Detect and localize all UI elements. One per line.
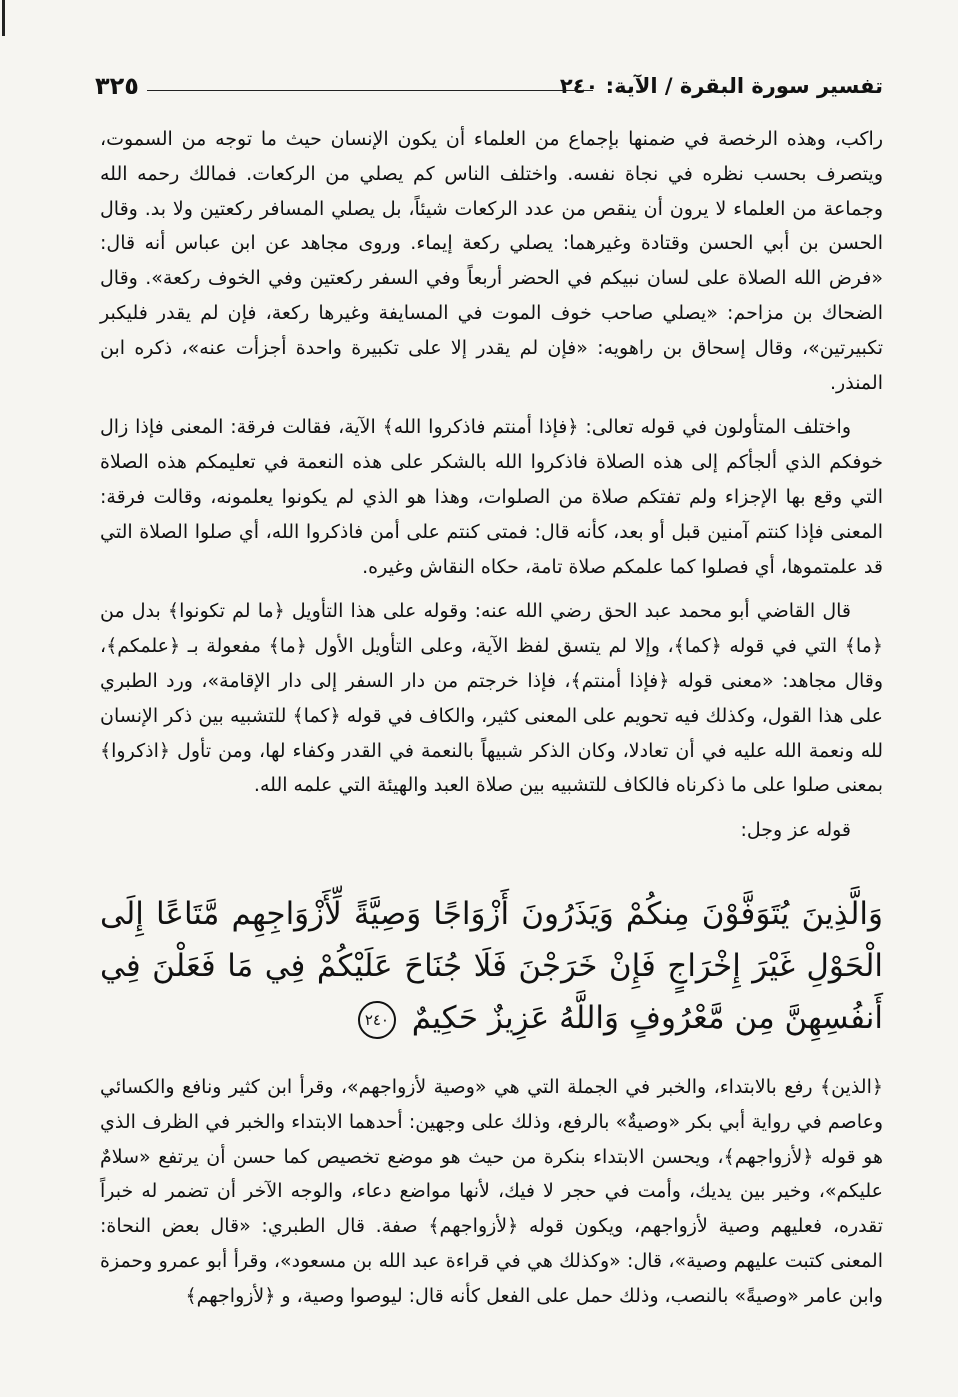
- page-number: ٣٢٥: [95, 72, 139, 100]
- verse-number-marker: ٢٤٠: [358, 1001, 396, 1039]
- verse-intro: قوله عز وجل:: [740, 819, 851, 842]
- page-edge-mark: [2, 0, 5, 36]
- verse-commentary: ﴿الذين﴾ رفع بالابتداء، والخبر في الجملة التي هي «وصية لأزواجهم»، وقرأ ابن كثير ونافع والكسائي وعاصم في رواية أبي بكر «وصيةٌ» بالرفع، وذلك على وجهين: أحدهما الابتداء والخبر في الظرف الذي هو قوله ﴿لأزواجهم﴾، ويحسن الابتداء بنكرة من حيث هو موضع تخصيص كما حسن أن يرتفع «سلامٌ عليكم»، وخير بين يديك، وأمت في حجر لا فيك، لأنها مواضع دعاء، والوجه الآخر أن تضمر له خبراً تقدره، فعليهم وصية لأزواجهم، ويكون قوله ﴿لأزواجهم﴾ صفة. قال الطبري: «قال بعض النحاة: المعنى كتبت عليهم وصية»، قال: «وكذلك هي في قراءة عبد الله بن مسعود»، وقرأ أبو عمرو وحمزة وابن عامر «وصيةً» بالنصب، وذلك حمل على الفعل كأنه قال: ليوصوا وصية، و ﴿لأزواجهم﴾: [100, 1076, 883, 1307]
- header-rule: [147, 90, 593, 91]
- paragraph-qadi-abu-muhammad: قال القاضي أبو محمد عبد الحق رضي الله عنه: وقوله على هذا التأويل ﴿ما لم تكونوا﴾ بدل من ﴿ما﴾ التي في قوله ﴿كما﴾، وإلا لم يتسق لفظ الآية، وعلى التأويل الأول ﴿ما﴾ مفعولة بـ ﴿علمكم﴾، وقال مجاهد: «معنى قوله ﴿فإذا أمنتم﴾، فإذا خرجتم من دار السفر إلى دار الإقامة»، ورد الطبري على هذا القول، وكذلك فيه تحويم على المعنى كثير، والكاف في قوله ﴿كما﴾ للتشبيه بين ذكر الإنسان لله ونعمة الله عليه في أن تعادلا، وكان الذكر شبيهاً بالنعمة في القدر وكفاء لها، ومن تأول ﴿اذكروا﴾ بمعنى صلوا على ما ذكرناه فالكاف للتشبيه بين صلاة العبد والهيئة التي علمه الله.: [100, 600, 883, 797]
- running-title: تفسير سورة البقرة / الآية: ٢٤٠: [559, 74, 883, 98]
- quran-verse: [100, 888, 883, 1044]
- verse-text: وَالَّذِينَ يُتَوَفَّوْنَ مِنكُمْ وَيَذَرُونَ أَزْوَاجًا وَصِيَّةً لِّأَزْوَاجِهِم مَّتَاعًا إِلَى الْحَوْلِ غَيْرَ إِخْرَاجٍ فَإِنْ خَرَجْنَ فَلَا جُنَاحَ عَلَيْكُمْ فِي مَا فَعَلْنَ فِي أَنفُسِهِنَّ مِن مَّعْرُوفٍ وَاللَّهُ عَزِيزٌ حَكِيمٌ: [100, 896, 883, 1036]
- paragraph-prayer-rukaat: راكب، وهذه الرخصة في ضمنها بإجماع من العلماء أن يكون الإنسان حيث ما توجه من السموت، ويتصرف بحسب نظره في نجاة نفسه. واختلف الناس كم يصلي من الركعات. فمالك رحمه الله وجماعة من العلماء لا يرون أن ينقص من عدد الركعات شيئاً، بل يصلي المسافر ركعتين ولا بد. وقال الحسن بن أبي الحسن وقتادة وغيرهما: يصلي ركعة إيماء. وروى مجاهد عن ابن عباس أنه قال: «فرض الله الصلاة على لسان نبيكم في الحضر أربعاً وفي السفر ركعتين وفي الخوف ركعة». وقال الضحاك بن مزاحم: «يصلي صاحب خوف الموت في المسايفة وغيرها ركعة، فإن لم يقدر فليكبر تكبيرتين»، وقال إسحاق بن راهويه: «فإن لم يقدر إلا على تكبيرة واحدة أجزأت عنه»، ذكره ابن المنذر.: [100, 128, 883, 394]
- tafsir-body: [100, 122, 883, 848]
- paragraph-fa-idha-amintum: واختلف المتأولون في قوله تعالى: ﴿فإذا أمنتم فاذكروا الله﴾ الآية، فقالت فرقة: المعنى فإذا زال خوفكم الذي ألجأكم إلى هذه الصلاة فاذكروا الله بالشكر على هذه النعمة في تعليمكم هذه الصلاة التي وقع بها الإجزاء ولم تفتكم صلاة من الصلوات، وهذا هو الذي لم يكونوا يعلمونه، وقالت فرقة: المعنى فإذا كنتم آمنين قبل أو بعد، كأنه قال: فمتى كنتم على أمن فاذكروا الله، أي صلوا الصلاة التي قد علمتموها، أي فصلوا كما علمكم صلاة تامة، حكاه النقاش وغيره.: [100, 416, 883, 578]
- page-header: [95, 70, 883, 110]
